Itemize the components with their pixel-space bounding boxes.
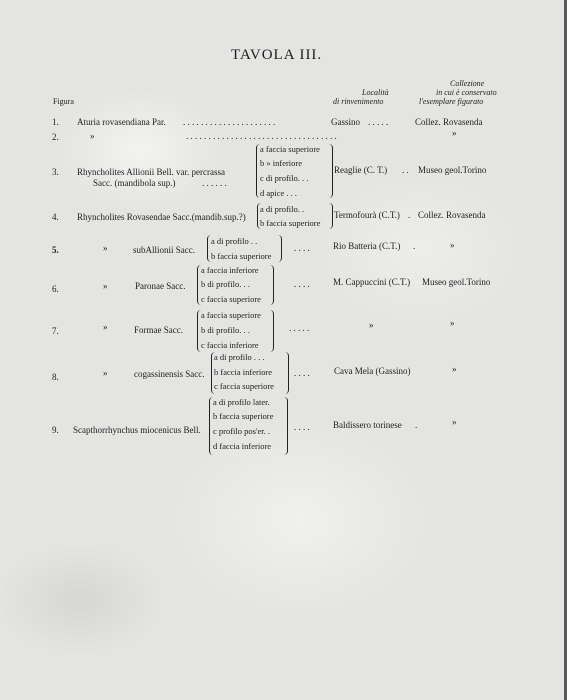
row-6-ditto: »	[103, 281, 108, 291]
row-9-view-a: a di profilo later.	[213, 397, 270, 407]
row-3-view-b: b » inferiore	[260, 158, 303, 168]
header-collezione-1: Collezione	[450, 79, 485, 88]
row-1-dots: . . . . .	[368, 117, 389, 127]
row-6-view-b: b di profilo. . .	[201, 279, 250, 289]
row-5-brace-right	[278, 235, 282, 262]
row-3-name-line-2: Sacc. (mandibola sup.)	[93, 178, 176, 188]
row-6-collection: Museo geol.Torino	[422, 277, 491, 287]
row-1-number: 1.	[52, 117, 59, 127]
row-3-locality: Reaglie (C. T.)	[334, 165, 388, 175]
row-2-leader: . . . . . . . . . . . . . . . . . . . . . . . . . . . . . . . . . .	[186, 131, 337, 141]
row-8-view-c: c faccia superiore	[214, 381, 274, 391]
row-7-brace-right	[270, 310, 274, 352]
row-7-collection: »	[450, 318, 455, 328]
row-3-brace-right	[329, 144, 333, 198]
header-figura: Figura	[53, 97, 74, 106]
row-2-ditto: »	[90, 131, 95, 141]
row-8-number: 8.	[52, 372, 59, 382]
row-3-name-line-1: Rhyncholites Allionii Bell. var. percrassa	[77, 167, 225, 177]
row-3-number: 3.	[52, 167, 59, 177]
row-5-view-b: b faccia superiore	[211, 251, 272, 261]
row-1-name: Aturia rovasendiana Par.	[77, 117, 166, 127]
row-5-view-a: a di profilo . .	[211, 236, 258, 246]
row-8-view-b: b faccia inferiore	[214, 367, 273, 377]
row-8-leader: . . . .	[294, 368, 310, 378]
row-4-name: Rhyncholites Rovasendae Sacc.(mandib.sup.?)	[77, 212, 246, 222]
row-4-view-b: b faccia superiore	[260, 218, 321, 228]
row-8-ditto: »	[103, 368, 108, 378]
row-2-number: 2.	[52, 132, 59, 142]
row-6-view-c: c faccia superiore	[201, 294, 261, 304]
row-5-locality: Rio Batteria (C.T.)	[333, 241, 401, 251]
row-7-ditto: »	[103, 322, 108, 332]
row-4-number: 4.	[52, 212, 59, 222]
row-8-brace-right	[285, 352, 289, 394]
header-localita-1: Località	[362, 88, 389, 97]
row-2-collection: »	[452, 128, 457, 138]
row-8-name: cogassinensis Sacc.	[134, 369, 205, 379]
row-9-brace-right	[284, 397, 288, 455]
row-9-view-c: c profilo pos'er. .	[213, 426, 271, 436]
row-9-name: Scapthorrhynchus miocenicus Bell.	[73, 425, 201, 435]
row-3-view-a: a faccia superiore	[260, 144, 320, 154]
row-4-collection: Collez. Rovasenda	[418, 210, 486, 220]
row-7-view-c: c faccia inferiore	[201, 340, 259, 350]
row-3-collection: Museo geol.Torino	[418, 165, 487, 175]
row-5-collection: »	[450, 240, 455, 250]
header-collezione-3: l'esemplare figurato	[419, 97, 484, 106]
row-3-leader: . . . . . .	[202, 178, 227, 188]
row-9-collection: »	[452, 417, 457, 427]
header-collezione-2: in cui è conservato	[436, 88, 497, 97]
row-5-number: 5.	[52, 245, 59, 255]
row-3-view-c: c di profilo. . .	[260, 173, 309, 183]
row-6-view-a: a faccia inferiore	[201, 265, 259, 275]
row-8-locality: Cava Mela (Gassino)	[334, 366, 411, 376]
row-5-ditto: »	[103, 243, 108, 253]
row-1-locality: Gassino	[331, 117, 360, 127]
row-7-name: Formae Sacc.	[134, 325, 183, 335]
row-6-leader: . . . .	[294, 279, 310, 289]
row-3-dots: . .	[402, 165, 409, 175]
row-6-number: 6.	[52, 284, 59, 294]
row-4-view-a: a di profilo. .	[260, 204, 305, 214]
row-1-collection: Collez. Rovasenda	[415, 117, 483, 127]
row-9-number: 9.	[52, 425, 59, 435]
row-4-locality: Termofourà (C.T.)	[334, 210, 400, 220]
row-7-view-b: b di profilo. . .	[201, 325, 250, 335]
row-5-leader: . . . .	[294, 243, 310, 253]
row-9-dots: .	[415, 420, 418, 430]
row-6-name: Paronae Sacc.	[135, 281, 186, 291]
row-4-brace-right	[329, 203, 333, 229]
row-7-locality: »	[369, 320, 374, 330]
row-9-locality: Baldissero torinese	[333, 420, 402, 430]
row-7-view-a: a faccia superiore	[201, 310, 261, 320]
row-5-dots: .	[413, 241, 416, 251]
row-9-leader: . . . .	[294, 422, 310, 432]
row-1-leader: . . . . . . . . . . . . . . . . . . . . .	[183, 117, 276, 127]
header-localita-2: di rinvenimento	[333, 97, 384, 106]
row-8-view-a: a di profilo . . .	[214, 352, 265, 362]
row-4-dots: .	[408, 210, 411, 220]
row-6-locality: M. Cappuccini (C.T.)	[333, 277, 411, 287]
row-7-leader: . . . . .	[289, 323, 310, 333]
row-3-view-d: d apice . . .	[260, 188, 298, 198]
row-8-collection: »	[452, 364, 457, 374]
row-9-view-b: b faccia superiore	[213, 411, 274, 421]
row-5-name: subAllionii Sacc.	[133, 245, 195, 255]
page-title: TAVOLA III.	[231, 47, 323, 63]
row-7-number: 7.	[52, 326, 59, 336]
row-9-view-d: d faccia inferiore	[213, 441, 272, 451]
row-6-brace-right	[270, 265, 274, 305]
